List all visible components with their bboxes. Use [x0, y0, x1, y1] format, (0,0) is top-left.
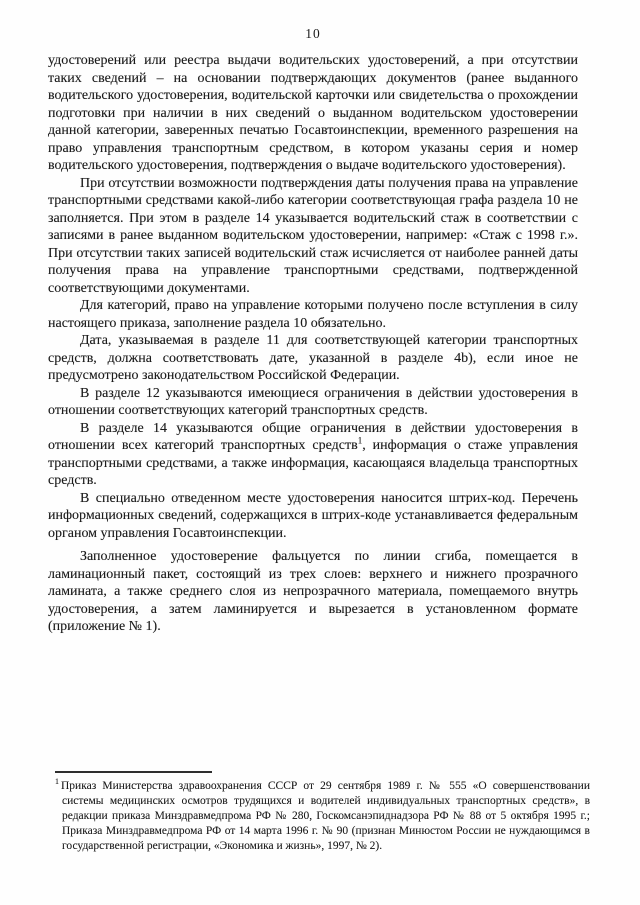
paragraph: При отсутствии возможности подтверждения даты получения права на управление транспортными средствами какой-либо категории соответствующая графа раздела 10 не заполняется. При этом в разделе 14 указывается водительский стаж в соответствии с записями в ранее выданном водительском удостоверении, например: «Стаж с 1998 г.». При отсутствии таких записей водительский стаж исчисляется от наиболее ранней даты получения права на управление транспортными средствами, подтвержденной соответствующими документами.: [48, 175, 578, 296]
paragraph: Дата, указываемая в разделе 11 для соответствующей категории транспортных средств, должна соответствовать дате, указанной в разделе 4b), если иное не предусмотрено законодательством Российской Федерации.: [48, 333, 578, 383]
paragraph: Для категорий, право на управление которыми получено после вступления в силу настоящего приказа, заполнение раздела 10 обязательно.: [48, 298, 578, 331]
paragraph: В специально отведенном месте удостоверения наносится штрих-код. Перечень информационных сведений, содержащихся в штрих-коде устанавливается федеральным органом управления Госавтоинспекции.: [48, 490, 578, 541]
paragraph: удостоверений или реестра выдачи водительских удостоверений, а при отсутствии таких сведений – на основании подтверждающих документов (ранее выданного водительского удостоверения, водительской карточки или свидетельства о прохождении подготовки при наличии в них сведений о выданном водительском удостоверении данной категории, заверенных печатью Госавтоинспекции, временного разрешения на право управления транспортным средством, в котором указаны серия и номер водительского удостоверения, подтверждения о выдаче водительского удостоверения).: [48, 53, 578, 173]
paragraph: В разделе 12 указываются имеющиеся ограничения в действии удостоверения в отношении соответствующих категорий транспортных средств.: [48, 385, 578, 418]
page-number: 10: [305, 26, 321, 41]
paragraph: В разделе 14 указываются общие ограничения в действии удостоверения в отношении всех категорий транспортных средств$^1$, информация о стаже управления транспортными средствами, а также информация, касающаяся владельца транспортных средств.: [48, 420, 578, 488]
paragraph: Заполненное удостоверение фальцуется по линии сгиба, помещается в ламинационный пакет, состоящий из трех слоев: верхнего и нижнего прозрачного ламината, а также среднего слоя из непрозрачного материала, помещаемого внутрь удостоверения, а затем ламинируется и вырезается в установленном формате (приложение № 1).: [48, 549, 578, 634]
footnote-marker: 1: [55, 777, 59, 787]
footnote-body: Приказ Министерства здравоохранения СССР от 29 сентября 1989 г. № 555 «О совершенствовании системы медицинских осмотров трудящихся и водителей индивидуальных транспортных средств», в редакции приказа Минздравмедпрома РФ № 280, Госкомсанэпиднадзора РФ № 88 от 5 октября 1995 г.; Приказа Минздравмедпрома РФ от 14 марта 1996 г. № 90 (признан Минюстом России не нуждающимся в государственной регистрации, «Экономика и жизнь», 1997, № 2).: [61, 780, 590, 852]
document-body: [48, 52, 578, 636]
footnote-separator: [55, 771, 212, 773]
footnote-text: [55, 779, 590, 854]
footnote-reference: 1: [357, 435, 363, 446]
footnote: [55, 779, 590, 854]
